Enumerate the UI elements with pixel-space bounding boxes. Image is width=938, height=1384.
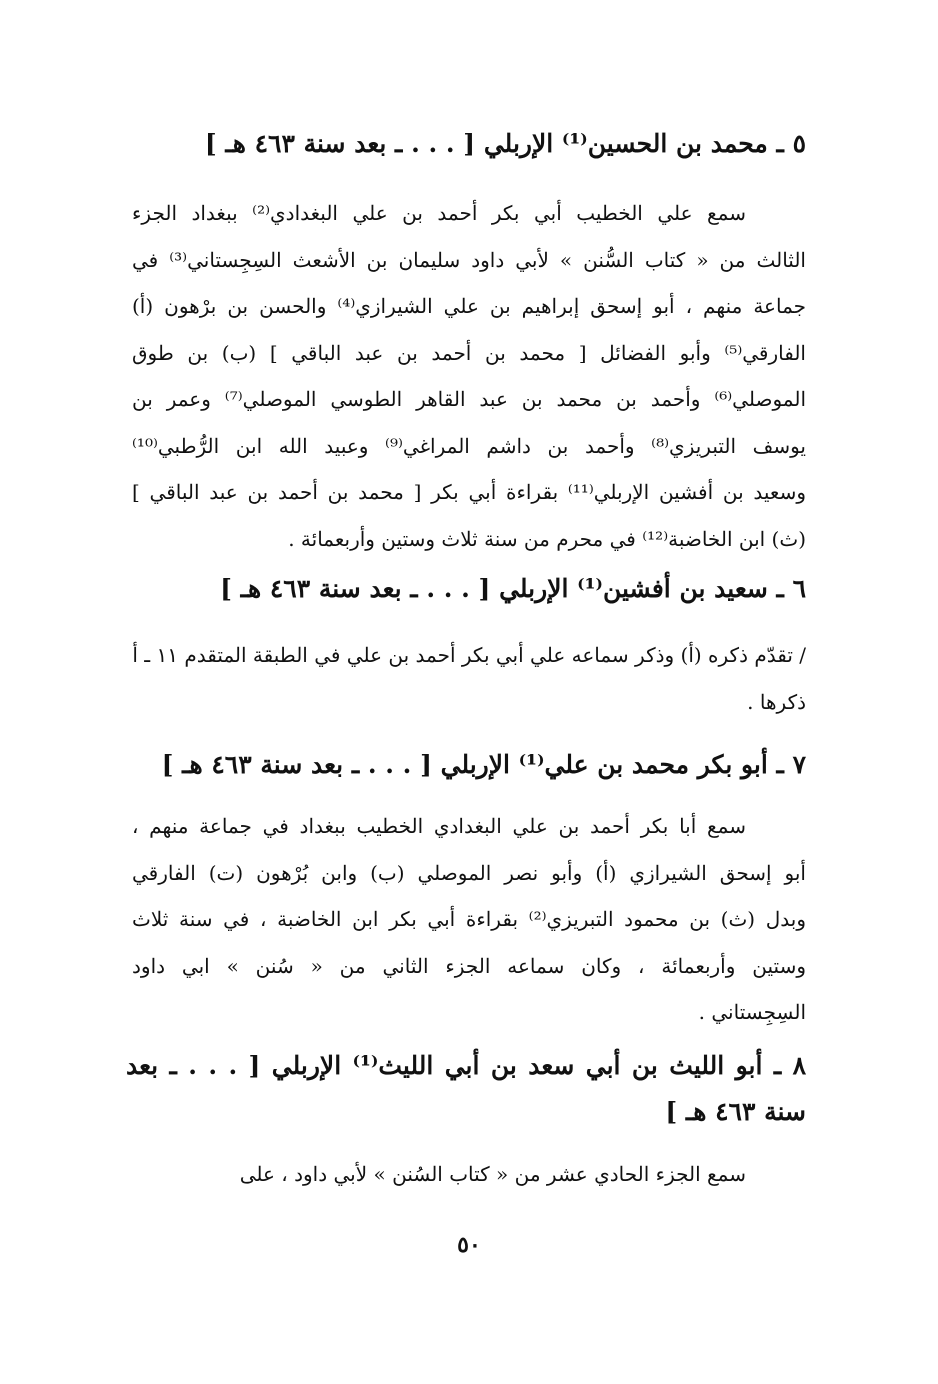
text-line: وبدل (ث) بن محمود التبريزي⁽²⁾ بقراءة أبي بكر ابن الخاضبة ، في سنة ثلاث bbox=[132, 907, 806, 931]
text-line: ذكرها . bbox=[747, 689, 806, 714]
text-line: جماعة منهم ، أبو إسحق إبراهيم بن علي الشيرازي⁽⁴⁾ والحسن بن برْهون (أ) bbox=[132, 294, 806, 318]
text-line: وسعيد بن أفشين الإربلي⁽¹¹⁾ بقراءة أبي بكر [ محمد بن أحمد بن عبد الباقي ] bbox=[132, 480, 806, 504]
text-line: (ث) ابن الخاضبة⁽¹²⁾ في محرم من سنة ثلاث وستين وأربعمائة . bbox=[288, 526, 806, 551]
text-line: سمع أبا بكر أحمد بن علي البغدادي الخطيب ببغداد في جماعة منهم ، bbox=[132, 814, 746, 838]
text-line: أبو إسحق الشيرازي (أ) وأبو نصر الموصلي (ب) وابن بُرْهون (ت) الفارقي bbox=[132, 860, 806, 885]
text-line: وستين وأربعمائة ، وكان سماعه الجزء الثاني من « سُنن » ابي داود bbox=[132, 953, 806, 978]
text-line: السِجِستاني . bbox=[698, 1000, 806, 1024]
entry-paragraph bbox=[132, 803, 806, 1036]
entry-paragraph bbox=[132, 1151, 806, 1198]
entry-paragraph bbox=[66, 632, 806, 725]
entry-heading: ٦ ـ سعيد بن أفشين⁽¹⁾ الإربلي [ . . . ـ بعد سنة ٤٦٣ هـ ] bbox=[220, 574, 806, 603]
text-line: الفارقي⁽⁵⁾ وأبو الفضائل [ محمد بن أحمد بن عبد الباقي ] (ب) بن طوق bbox=[132, 340, 806, 365]
entry-paragraph bbox=[132, 190, 806, 562]
text-line: الثالث من « كتاب السُّنن » لأبي داود سليمان بن الأشعث السِجِستاني⁽³⁾ في bbox=[132, 247, 806, 272]
entry-heading: ٧ ـ أبو بكر محمد بن علي⁽¹⁾ الإربلي [ . . . ـ بعد سنة ٤٦٣ هـ ] bbox=[161, 750, 806, 779]
entry-heading: ٨ ـ أبو الليث بن أبي سعد بن أبي الليث⁽¹⁾ الإربلي [ . . . ـ بعد سنة ٤٦٣ هـ ] bbox=[126, 1051, 806, 1126]
text-line: / تقدّم ذكره (أ) وذكر سماعه علي أبي بكر أحمد بن علي في الطبقة المتقدم ١١ ـ أ bbox=[132, 643, 806, 667]
text-line: الموصلي⁽⁶⁾ وأحمد بن محمد بن عبد القاهر الطوسي الموصلي⁽⁷⁾ وعمر بن bbox=[132, 387, 806, 411]
page-number: ٥٠ bbox=[457, 1232, 481, 1258]
text-line: يوسف التبريزي⁽⁸⁾ وأحمد بن داشم المراغي⁽⁹⁾ وعبيد الله ابن الرُّطبي⁽¹⁰⁾ bbox=[132, 433, 806, 458]
text-line: سمع علي الخطيب أبي بكر أحمد بن علي البغدادي⁽²⁾ ببغداد الجزء bbox=[132, 201, 746, 225]
text-line: سمع الجزء الحادي عشر من « كتاب السُنن » لأبي داود ، على bbox=[239, 1162, 746, 1186]
entry-heading: ٥ ـ محمد بن الحسين⁽¹⁾ الإربلي [ . . . ـ بعد سنة ٤٦٣ هـ ] bbox=[204, 129, 806, 158]
